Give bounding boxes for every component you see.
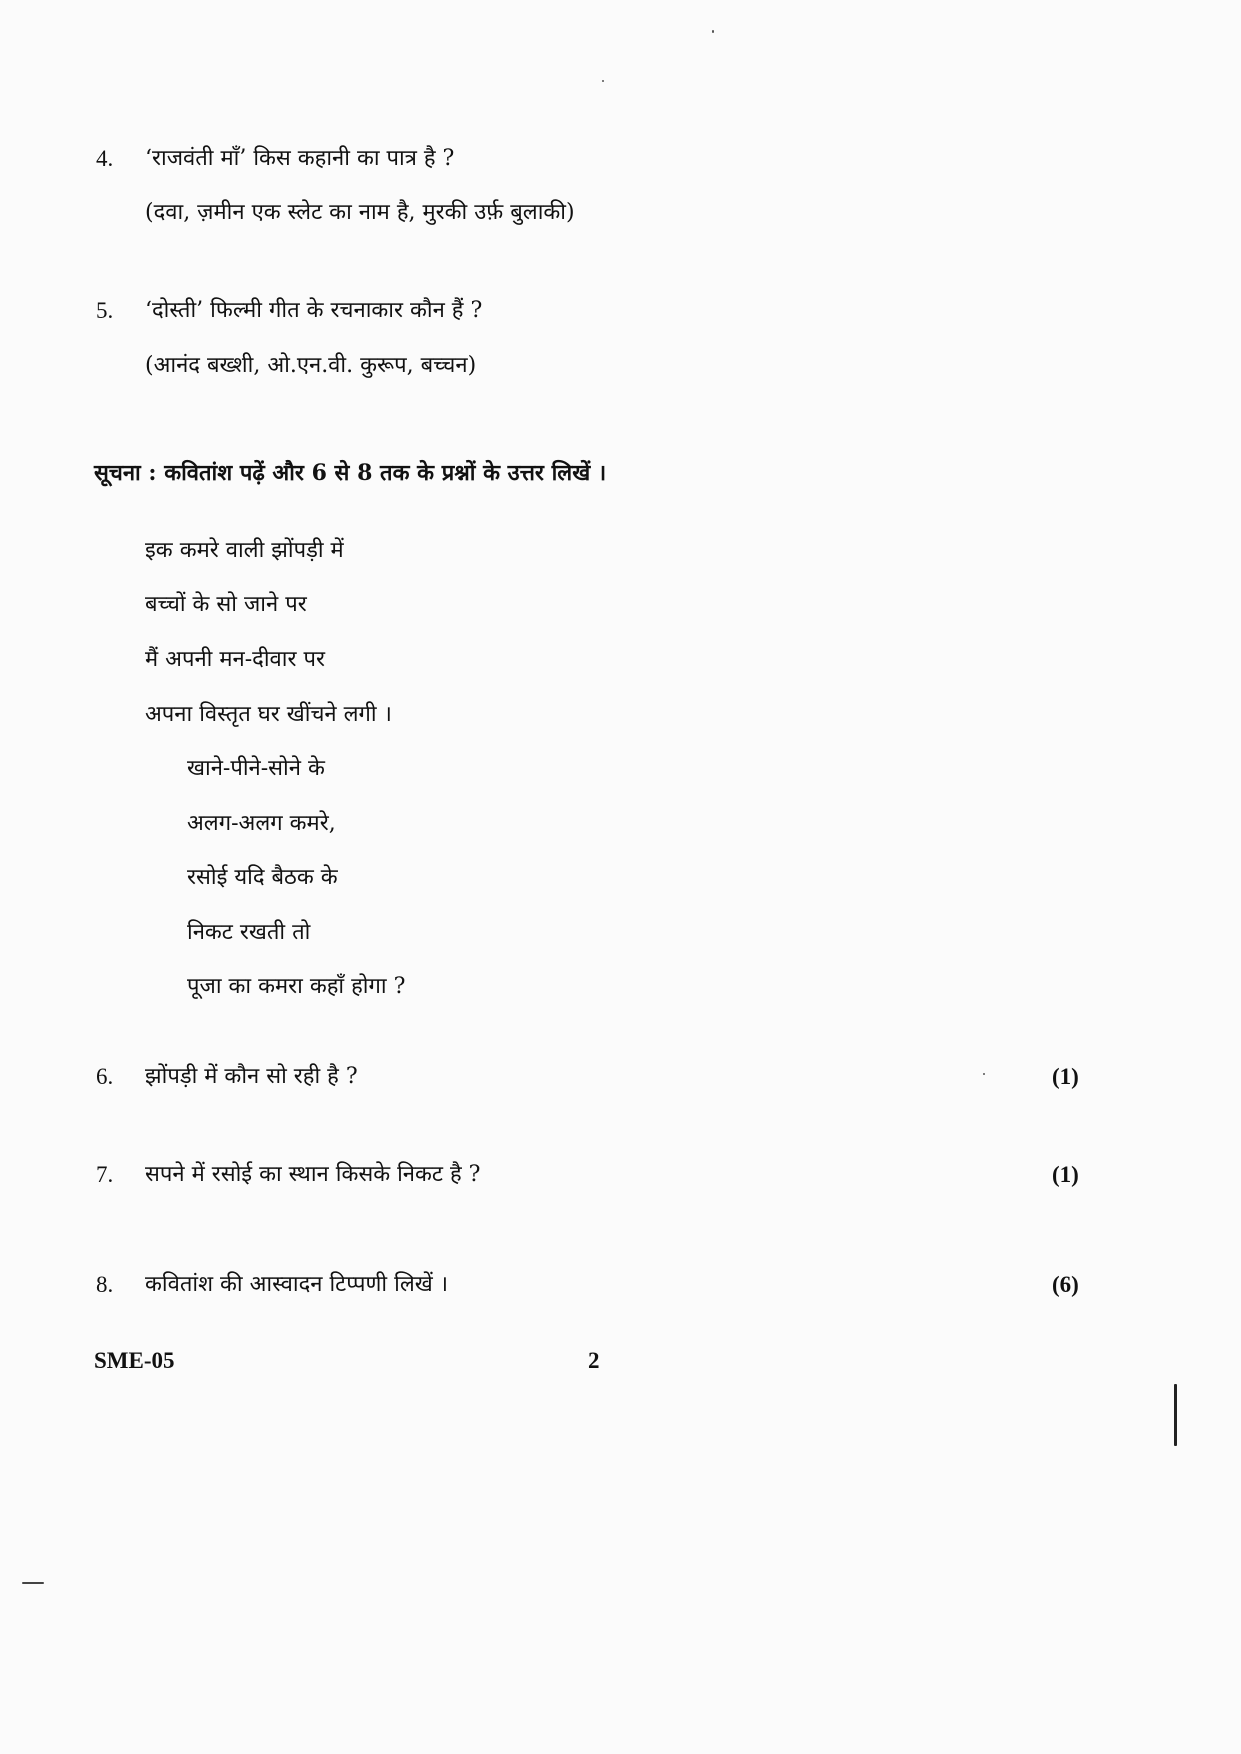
scan-dot xyxy=(602,80,604,82)
poem-line-3: मैं अपनी मन-दीवार पर xyxy=(145,647,325,672)
question-4-options: (दवा, ज़मीन एक स्लेट का नाम है, मुरकी उर्फ़ बुलाकी) xyxy=(145,200,575,225)
scan-dot xyxy=(712,30,714,33)
poem-line-7: रसोई यदि बैठक के xyxy=(187,865,338,890)
poem-line-2: बच्चों के सो जाने पर xyxy=(145,592,307,617)
question-8-marks: (6) xyxy=(1052,1272,1079,1297)
course-code: SME-05 xyxy=(94,1348,175,1373)
question-6-marks: (1) xyxy=(1052,1064,1079,1089)
page-number: 2 xyxy=(588,1348,600,1373)
question-5-number: 5. xyxy=(96,298,114,323)
question-8-text: कवितांश की आस्वादन टिप्पणी लिखें । xyxy=(145,1272,449,1297)
question-5-options: (आनंद बख्शी, ओ.एन.वी. कुरूप, बच्चन) xyxy=(145,353,477,378)
question-7-text: सपने में रसोई का स्थान किसके निकट है ? xyxy=(145,1162,481,1187)
question-8-number: 8. xyxy=(96,1272,114,1297)
question-4-number: 4. xyxy=(96,146,114,171)
question-7-number: 7. xyxy=(96,1162,114,1187)
instruction-note: सूचना : कवितांश पढ़ें और 6 से 8 तक के प्रश्नों के उत्तर लिखें । xyxy=(94,460,607,486)
question-7-marks: (1) xyxy=(1052,1162,1079,1187)
question-5-text: ‘दोस्ती’ फिल्मी गीत के रचनाकार कौन हैं ? xyxy=(145,298,483,323)
scan-mark xyxy=(1174,1384,1177,1446)
question-6-number: 6. xyxy=(96,1064,114,1089)
poem-line-8: निकट रखती तो xyxy=(187,920,311,945)
poem-line-1: इक कमरे वाली झोंपड़ी में xyxy=(145,538,344,563)
question-6-text: झोंपड़ी में कौन सो रही है ? xyxy=(145,1064,358,1089)
poem-line-6: अलग-अलग कमरे, xyxy=(187,811,336,836)
scan-dot xyxy=(983,1073,985,1075)
scan-mark-small xyxy=(22,1582,44,1584)
question-4-text: ‘राजवंती माँ’ किस कहानी का पात्र है ? xyxy=(145,146,455,171)
poem-line-5: खाने-पीने-सोने के xyxy=(187,756,325,781)
poem-line-9: पूजा का कमरा कहाँ होगा ? xyxy=(187,974,406,999)
poem-line-4: अपना विस्तृत घर खींचने लगी । xyxy=(145,702,392,727)
